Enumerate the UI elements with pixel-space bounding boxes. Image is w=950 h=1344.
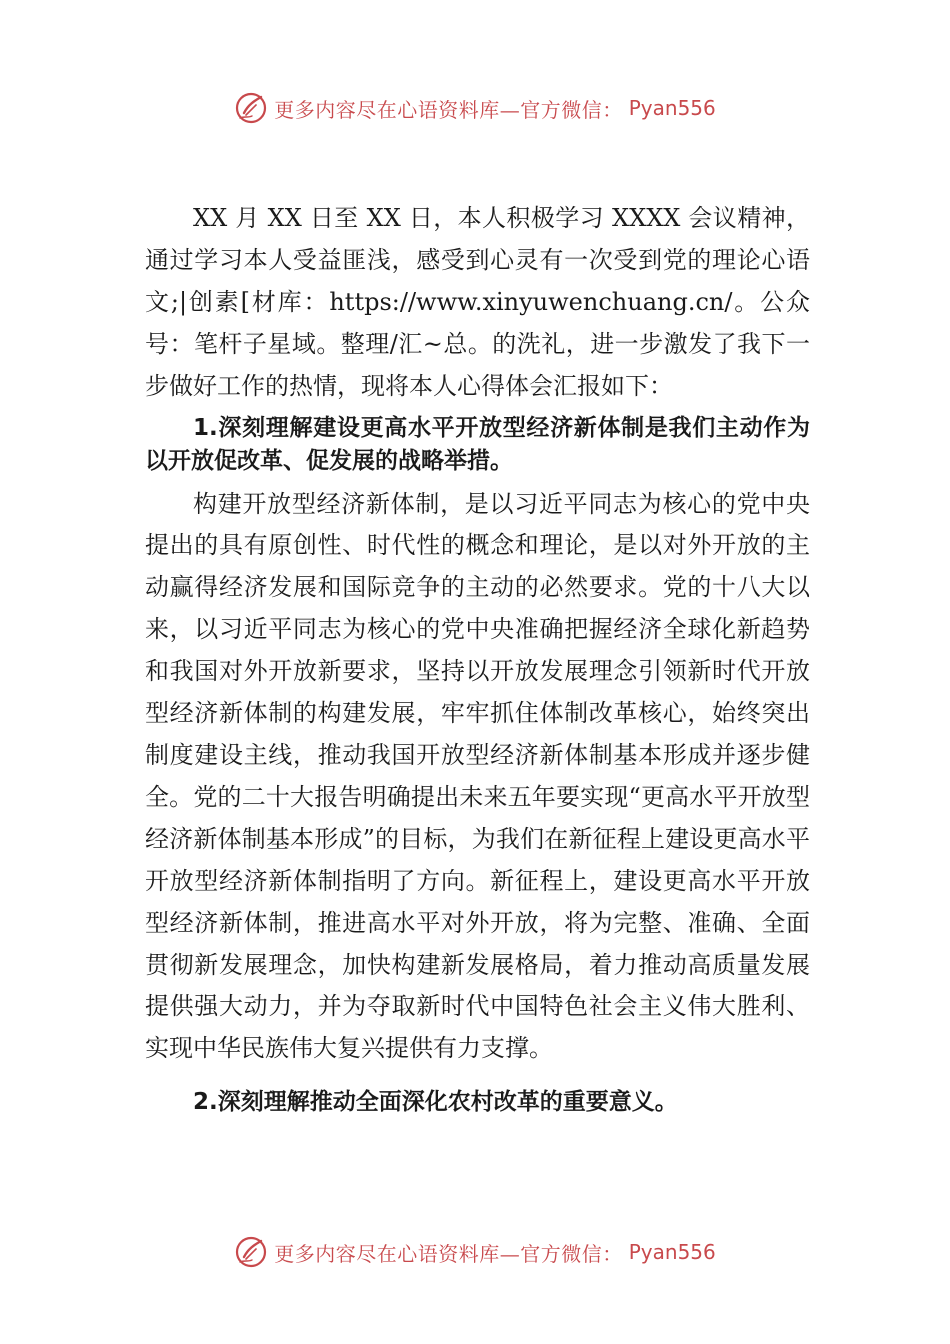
- footer-watermark-content: [234, 1235, 716, 1269]
- header-watermark: [0, 88, 950, 128]
- seal-logo-icon: [234, 1235, 268, 1269]
- section-1-paragraph: 构建开放型经济新体制，是以习近平同志为核心的党中央提出的具有原创性、时代性的概念和理论，是以对外开放的主动赢得经济发展和国际竞争的主动的必然要求。党的十八大以来，以习近平同志为核心的党中央准确把握经济全球化新趋势和我国对外开放新要求，坚持以开放发展理念引领新时代开放型经济新体制的构建发展，牢牢抓住体制改革核心，始终突出制度建设主线，推动我国开放型经济新体制基本形成并逐步健全。党的二十大报告明确提出未来五年要实现“更高水平开放型经济新体制基本形成”的目标，为我们在新征程上建设更高水平开放型经济新体制指明了方向。新征程上，建设更高水平开放型经济新体制，推进高水平对外开放，将为完整、准确、全面贯彻新发展理念，加快构建新发展格局，着力推动高质量发展提供强大动力，并为夺取新时代中国特色社会主义伟大胜利、实现中华民族伟大复兴提供有力支撑。: [145, 489, 810, 1063]
- footer-watermark: [0, 1232, 950, 1272]
- watermark-text: 更多内容尽在心语资料库—官方微信：: [274, 1241, 623, 1266]
- watermark-wechat-id: Pyan556: [628, 1240, 716, 1264]
- intro-paragraph: XX 月 XX 日至 XX 日，本人积极学习 XXXX 会议精神，通过学习本人受益匪浅，感受到心灵有一次受到党的理论心语文;|创素[材库：https://www.xinyuwenchuang.cn/。公众号：笔杆子星域。整理/汇~总。的洗礼，进一步激发了我下一步做好工作的热情，现将本人心得体会汇报如下：: [145, 204, 810, 400]
- section-heading-2: 2.深刻理解推动全面深化农村改革的重要意义。: [193, 1089, 678, 1116]
- watermark-text: 更多内容尽在心语资料库—官方微信：: [274, 97, 623, 122]
- header-watermark-content: [234, 91, 716, 125]
- document-body: [145, 198, 810, 1119]
- watermark-wechat-id: Pyan556: [628, 96, 716, 120]
- section-heading-1: 1.深刻理解建设更高水平开放型经济新体制是我们主动作为以开放促改革、促发展的战略举措。: [145, 414, 810, 474]
- seal-logo-icon: [234, 91, 268, 125]
